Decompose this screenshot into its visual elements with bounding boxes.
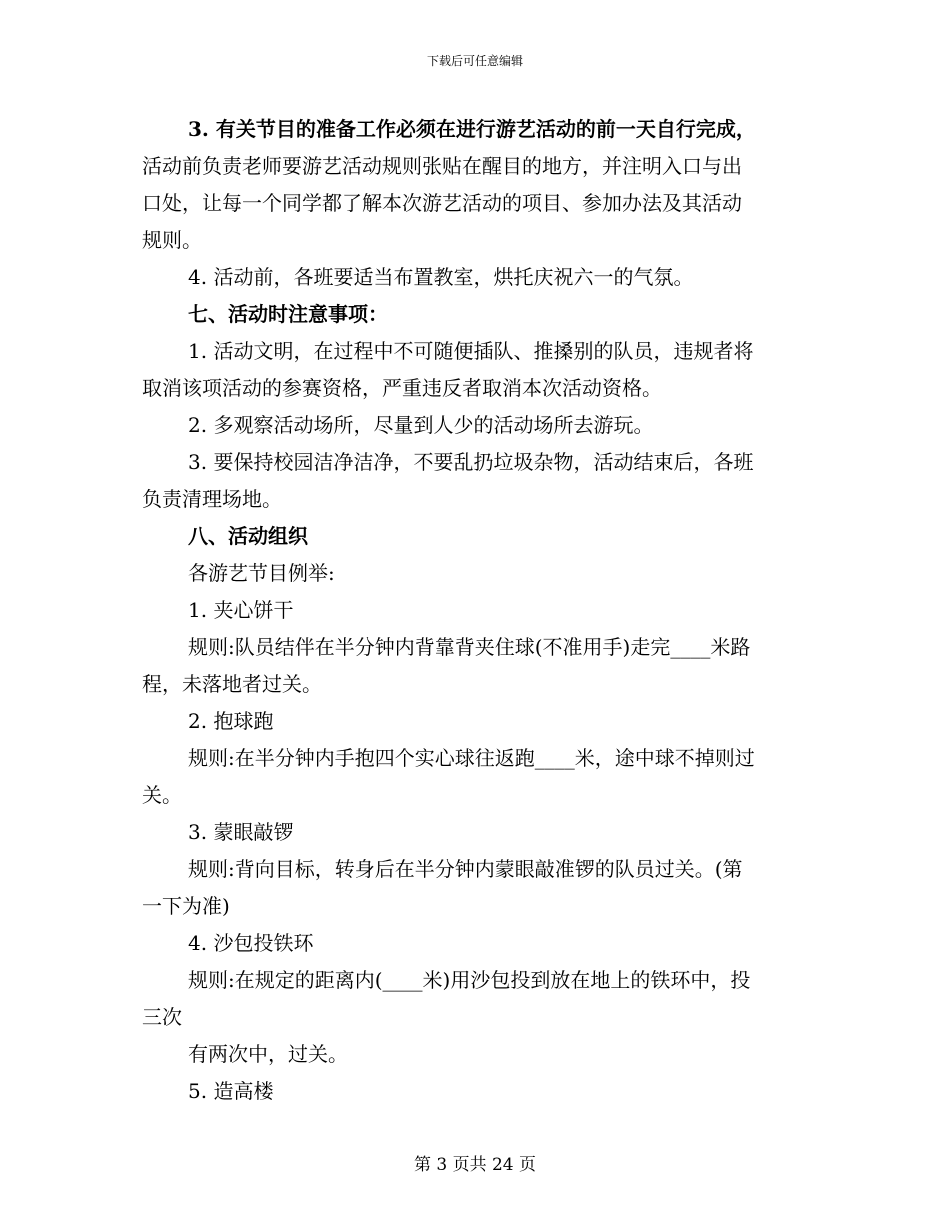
text-line: 规则:在规定的距离内(____米)用沙包投到放在地上的铁环中，投: [188, 968, 751, 992]
text-line: 1. 夹心饼干: [188, 598, 294, 622]
text-line: 程，未落地者过关。: [142, 672, 322, 696]
text-line: 关。: [142, 783, 182, 807]
text-line: 3. 有关节目的准备工作必须在进行游艺活动的前一天自行完成，: [188, 117, 756, 141]
text-line: 规则:在半分钟内手抱四个实心球往返跑____米，途中球不掉则过: [188, 746, 755, 770]
text-line: 规则。: [142, 228, 202, 252]
text-line: 一下为准): [142, 894, 230, 918]
page-footer: 第 3 页共 24 页: [413, 1155, 537, 1175]
text-line: 规则:背向目标，转身后在半分钟内蒙眼敲准锣的队员过关。(第: [188, 857, 743, 881]
text-line: 2. 多观察活动场所，尽量到人少的活动场所去游玩。: [188, 413, 654, 437]
text-line: 八、活动组织: [188, 524, 308, 548]
text-line: 1. 活动文明，在过程中不可随便插队、推搡别的队员，违规者将: [188, 339, 754, 363]
text-line: 活动前负责老师要游艺活动规则张贴在醒目的地方，并注明入口与出: [142, 154, 742, 178]
text-line: 2. 抱球跑: [188, 709, 274, 733]
text-line: 有两次中，过关。: [188, 1042, 348, 1066]
text-line: 七、活动时注意事项：: [188, 302, 388, 326]
text-line: 4. 沙包投铁环: [188, 931, 314, 955]
text-line: 取消该项活动的参赛资格，严重违反者取消本次活动资格。: [142, 376, 662, 400]
text-line: 3. 蒙眼敲锣: [188, 820, 294, 844]
text-line: 3. 要保持校园洁净洁净，不要乱扔垃圾杂物，活动结束后，各班: [188, 450, 754, 474]
text-line: 各游艺节目例举:: [188, 561, 335, 585]
text-line: 口处，让每一个同学都了解本次游艺活动的项目、参加办法及其活动: [142, 191, 742, 215]
text-line: 负责清理场地。: [142, 487, 282, 511]
text-line: 规则:队员结伴在半分钟内背靠背夹住球(不准用手)走完____米路: [188, 635, 751, 659]
text-line: 三次: [142, 1005, 182, 1029]
text-line: 5. 造高楼: [188, 1079, 274, 1103]
page-header: 下载后可任意编辑: [426, 54, 523, 68]
text-line: 4. 活动前，各班要适当布置教室，烘托庆祝六一的气氛。: [188, 265, 694, 289]
